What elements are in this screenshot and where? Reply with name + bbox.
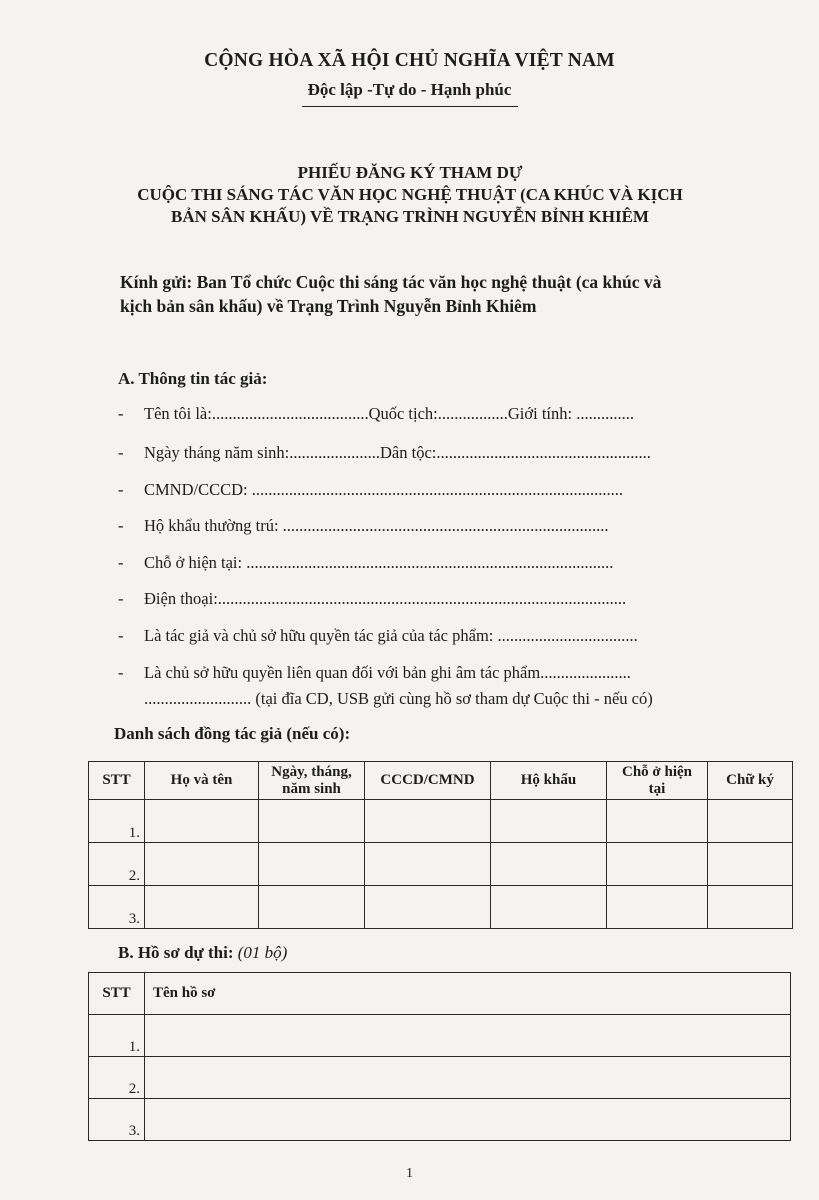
row-number: 2. (89, 1057, 145, 1099)
section-a-heading: A. Thông tin tác giả: (118, 369, 268, 388)
section-b-note: (01 bộ) (237, 943, 288, 962)
column-header: Chữ ký (708, 762, 793, 800)
form-title-line: PHIẾU ĐĂNG KÝ THAM DỰ (297, 163, 523, 182)
field-label: Điện thoại:................................................................................................... (144, 589, 627, 608)
field-permanent-address[interactable] (118, 516, 764, 536)
column-header: Tên hồ sơ (145, 973, 791, 1015)
form-title (60, 162, 760, 228)
column-header-line: năm sinh (282, 780, 341, 797)
table-cell[interactable] (259, 843, 365, 886)
bullet-dash: - (118, 480, 124, 499)
table-row (89, 1015, 791, 1057)
coauthors-heading: Danh sách đồng tác giả (nếu có): (114, 724, 351, 743)
column-header-line: Chỗ ở hiện (622, 763, 692, 780)
table-cell[interactable] (145, 843, 259, 886)
column-header: Hộ khẩu (491, 762, 607, 800)
field-label: Hộ khẩu thường trú: ............................................................................... (144, 516, 609, 535)
column-header: STT (89, 762, 145, 800)
motto-underline (302, 106, 518, 107)
table-row (89, 886, 793, 929)
bullet-dash: - (118, 663, 124, 682)
table-cell[interactable] (607, 843, 708, 886)
table-cell[interactable] (607, 800, 708, 843)
table-cell[interactable] (708, 800, 793, 843)
table-header-row (89, 762, 793, 800)
table-cell[interactable] (145, 800, 259, 843)
field-label: Ngày tháng năm sinh:......................Dân tộc:.................................................... (144, 443, 651, 462)
addressee (120, 270, 770, 318)
table-cell[interactable] (145, 1015, 791, 1057)
table-row (89, 1057, 791, 1099)
bullet-dash: - (118, 443, 124, 462)
form-title-line: CUỘC THI SÁNG TÁC VĂN HỌC NGHỆ THUẬT (CA KHÚC VÀ KỊCH (137, 185, 683, 204)
row-number: 1. (89, 800, 145, 843)
field-label: Là chủ sở hữu quyền liên quan đối với bản ghi âm tác phẩm...................... (144, 663, 631, 682)
table-cell[interactable] (145, 886, 259, 929)
table-row (89, 1099, 791, 1141)
table-cell[interactable] (365, 886, 491, 929)
addressee-line: kịch bản sân khấu) về Trạng Trình Nguyễn Bỉnh Khiêm (120, 296, 537, 316)
field-label: Là tác giả và chủ sở hữu quyền tác giả của tác phẩm: .................................. (144, 626, 638, 645)
column-header (607, 762, 708, 800)
table-row (89, 800, 793, 843)
bullet-dash: - (118, 626, 124, 645)
row-number: 3. (89, 1099, 145, 1141)
field-birth-date[interactable] (118, 443, 764, 463)
table-row (89, 843, 793, 886)
page-number: 1 (406, 1166, 413, 1181)
column-header-line: Ngày, tháng, (271, 763, 352, 780)
bullet-dash: - (118, 516, 124, 535)
field-current-address[interactable] (118, 553, 764, 573)
bullet-dash: - (118, 404, 124, 423)
table-cell[interactable] (491, 800, 607, 843)
table-cell[interactable] (365, 800, 491, 843)
field-id-number[interactable] (118, 480, 764, 500)
nation-title: CỘNG HÒA XÃ HỘI CHỦ NGHĨA VIỆT NAM (204, 50, 615, 71)
coauthors-table (88, 761, 793, 929)
form-title-line: BẢN SÂN KHẤU) VỀ TRẠNG TRÌNH NGUYỄN BỈNH KHIÊM (171, 207, 649, 226)
field-full-name[interactable] (118, 404, 764, 424)
field-recording-ownership[interactable] (118, 663, 764, 683)
row-number: 2. (89, 843, 145, 886)
field-phone[interactable] (118, 589, 764, 609)
national-motto: Độc lập -Tự do - Hạnh phúc (307, 80, 512, 99)
section-b-heading (118, 943, 287, 963)
bullet-dash: - (118, 553, 124, 572)
field-label: Tên tôi là:......................................Quốc tịch:.................Giới tính: .............. (144, 404, 634, 423)
row-number: 3. (89, 886, 145, 929)
table-cell[interactable] (259, 800, 365, 843)
table-cell[interactable] (259, 886, 365, 929)
table-header-row (89, 973, 791, 1015)
column-header: STT (89, 973, 145, 1015)
column-header (259, 762, 365, 800)
field-recording-continuation[interactable]: .......................... (tại đĩa CD, USB gửi cùng hồ sơ tham dự Cuộc thi - nếu có) (144, 689, 653, 708)
field-label: CMND/CCCD: .......................................................................................... (144, 480, 623, 499)
field-label: Chỗ ở hiện tại: ......................................................................................... (144, 553, 614, 572)
table-cell[interactable] (145, 1057, 791, 1099)
table-cell[interactable] (708, 843, 793, 886)
row-number: 1. (89, 1015, 145, 1057)
table-cell[interactable] (365, 843, 491, 886)
column-header: CCCD/CMND (365, 762, 491, 800)
section-b-title: B. Hồ sơ dự thi: (118, 943, 234, 962)
column-header: Họ và tên (145, 762, 259, 800)
table-cell[interactable] (145, 1099, 791, 1141)
table-cell[interactable] (491, 886, 607, 929)
field-author-ownership[interactable] (118, 626, 764, 646)
table-cell[interactable] (708, 886, 793, 929)
addressee-line: Kính gửi: Ban Tổ chức Cuộc thi sáng tác văn học nghệ thuật (ca khúc và (120, 272, 662, 292)
submission-records-table (88, 972, 791, 1141)
column-header-line: tại (648, 780, 666, 797)
table-cell[interactable] (607, 886, 708, 929)
table-cell[interactable] (491, 843, 607, 886)
bullet-dash: - (118, 589, 124, 608)
